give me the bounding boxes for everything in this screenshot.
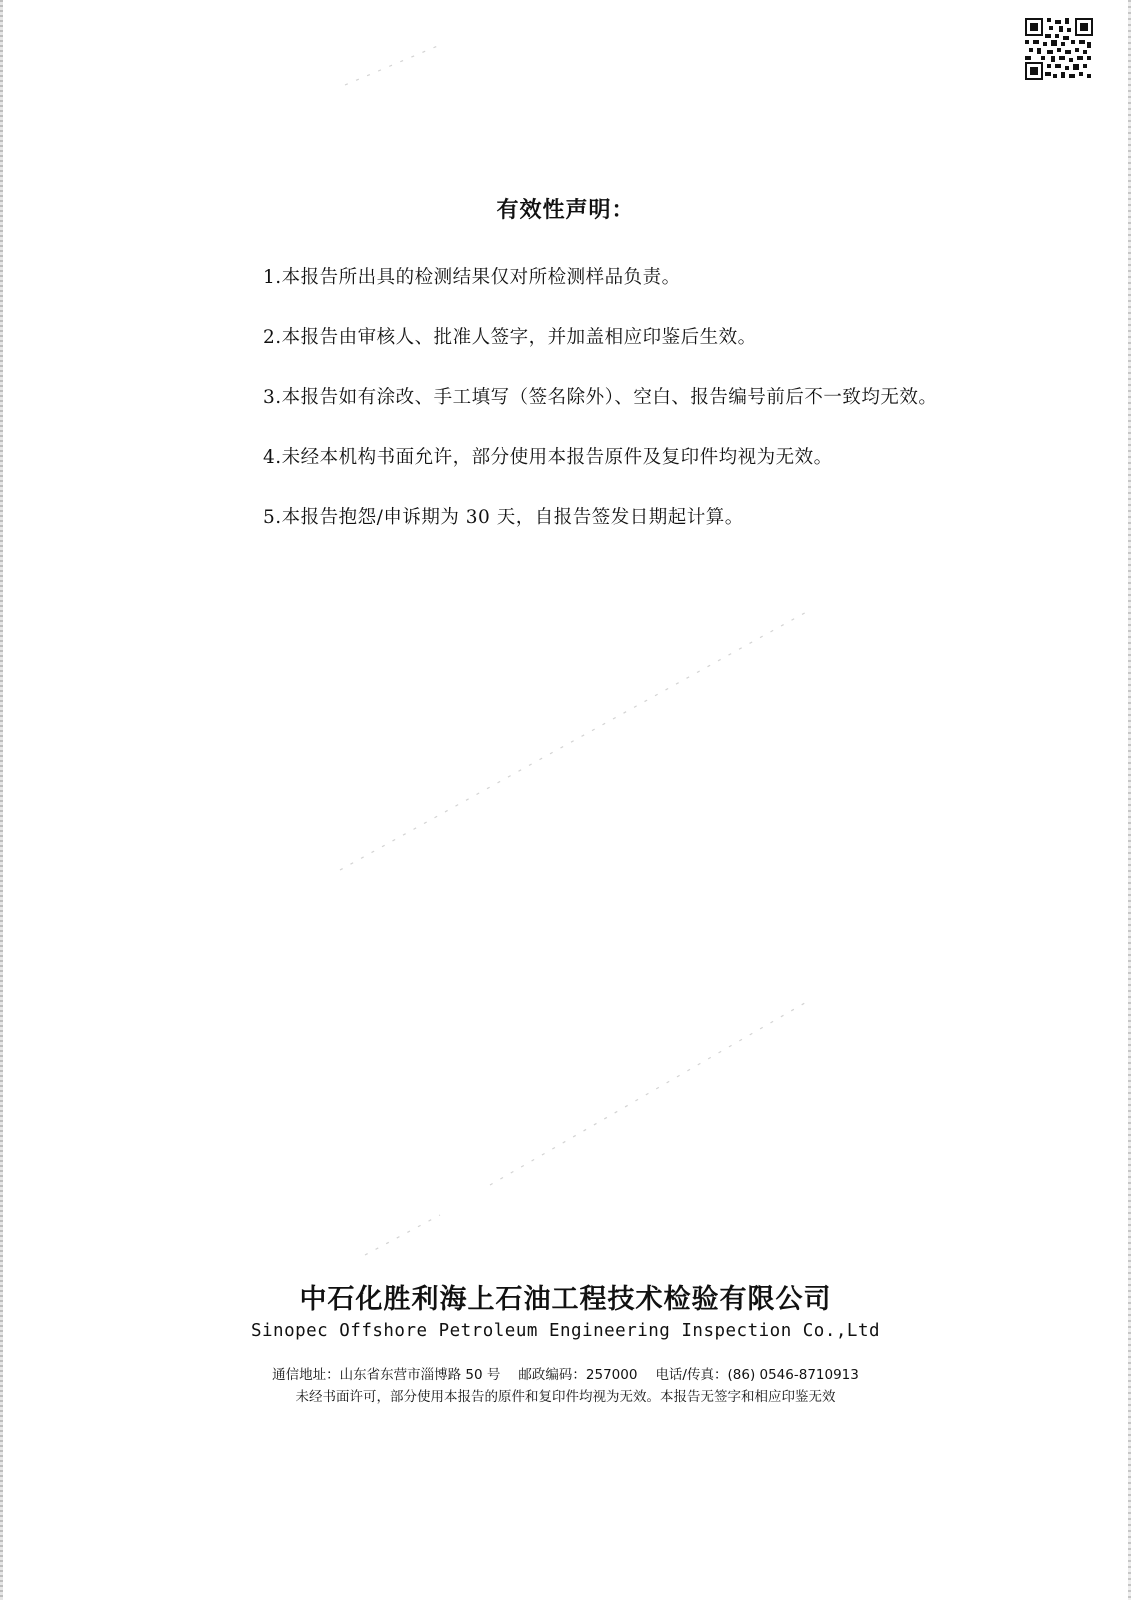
phone-value: (86) 0546-8710913 — [727, 1367, 859, 1383]
company-block — [0, 1283, 1131, 1343]
statement-title: 有效性声明： — [496, 198, 635, 223]
company-name-cn: 中石化胜利海上石油工程技术检验有限公司 — [299, 1284, 832, 1315]
statement-item — [175, 442, 975, 473]
page-footer — [0, 1364, 1131, 1408]
contact-line — [0, 1364, 1131, 1386]
item-text: 未经本机构书面允许，部分使用本报告原件及复印件均视为无效。 — [281, 447, 833, 468]
item-text: 本报告如有涂改、手工填写（签名除外）、空白、报告编号前后不一致均无效。 — [281, 387, 938, 408]
qr-code-icon — [1025, 18, 1093, 80]
item-text: 本报告由审核人、批准人签字，并加盖相应印鉴后生效。 — [281, 327, 757, 348]
company-name-en: Sinopec Offshore Petroleum Engineering Inspection Co.,Ltd — [250, 1321, 881, 1341]
statement-item — [175, 322, 975, 353]
phone-label: 电话/传真： — [655, 1367, 728, 1383]
scan-edge-left — [0, 0, 3, 1600]
item-number: 1. — [263, 267, 282, 288]
address-label: 通信地址： — [272, 1367, 340, 1383]
postcode-label: 邮政编码： — [518, 1367, 586, 1383]
postcode-value: 257000 — [585, 1367, 638, 1383]
address-value: 山东省东营市淄博路 50 号 — [339, 1367, 501, 1383]
statement-item — [175, 262, 975, 293]
statement-item — [175, 382, 975, 413]
item-number: 4. — [263, 447, 282, 468]
item-text: 本报告所出具的检测结果仅对所检测样品负责。 — [281, 267, 681, 288]
statement-item — [175, 502, 975, 533]
item-number: 5. — [263, 507, 282, 528]
item-text: 本报告抱怨/申诉期为 30 天，自报告签发日期起计算。 — [281, 507, 744, 528]
statement-list — [175, 262, 975, 562]
footer-notice: 未经书面许可，部分使用本报告的原件和复印件均视为无效。本报告无签字和相应印鉴无效 — [295, 1389, 836, 1405]
item-number: 3. — [263, 387, 282, 408]
item-number: 2. — [263, 327, 282, 348]
